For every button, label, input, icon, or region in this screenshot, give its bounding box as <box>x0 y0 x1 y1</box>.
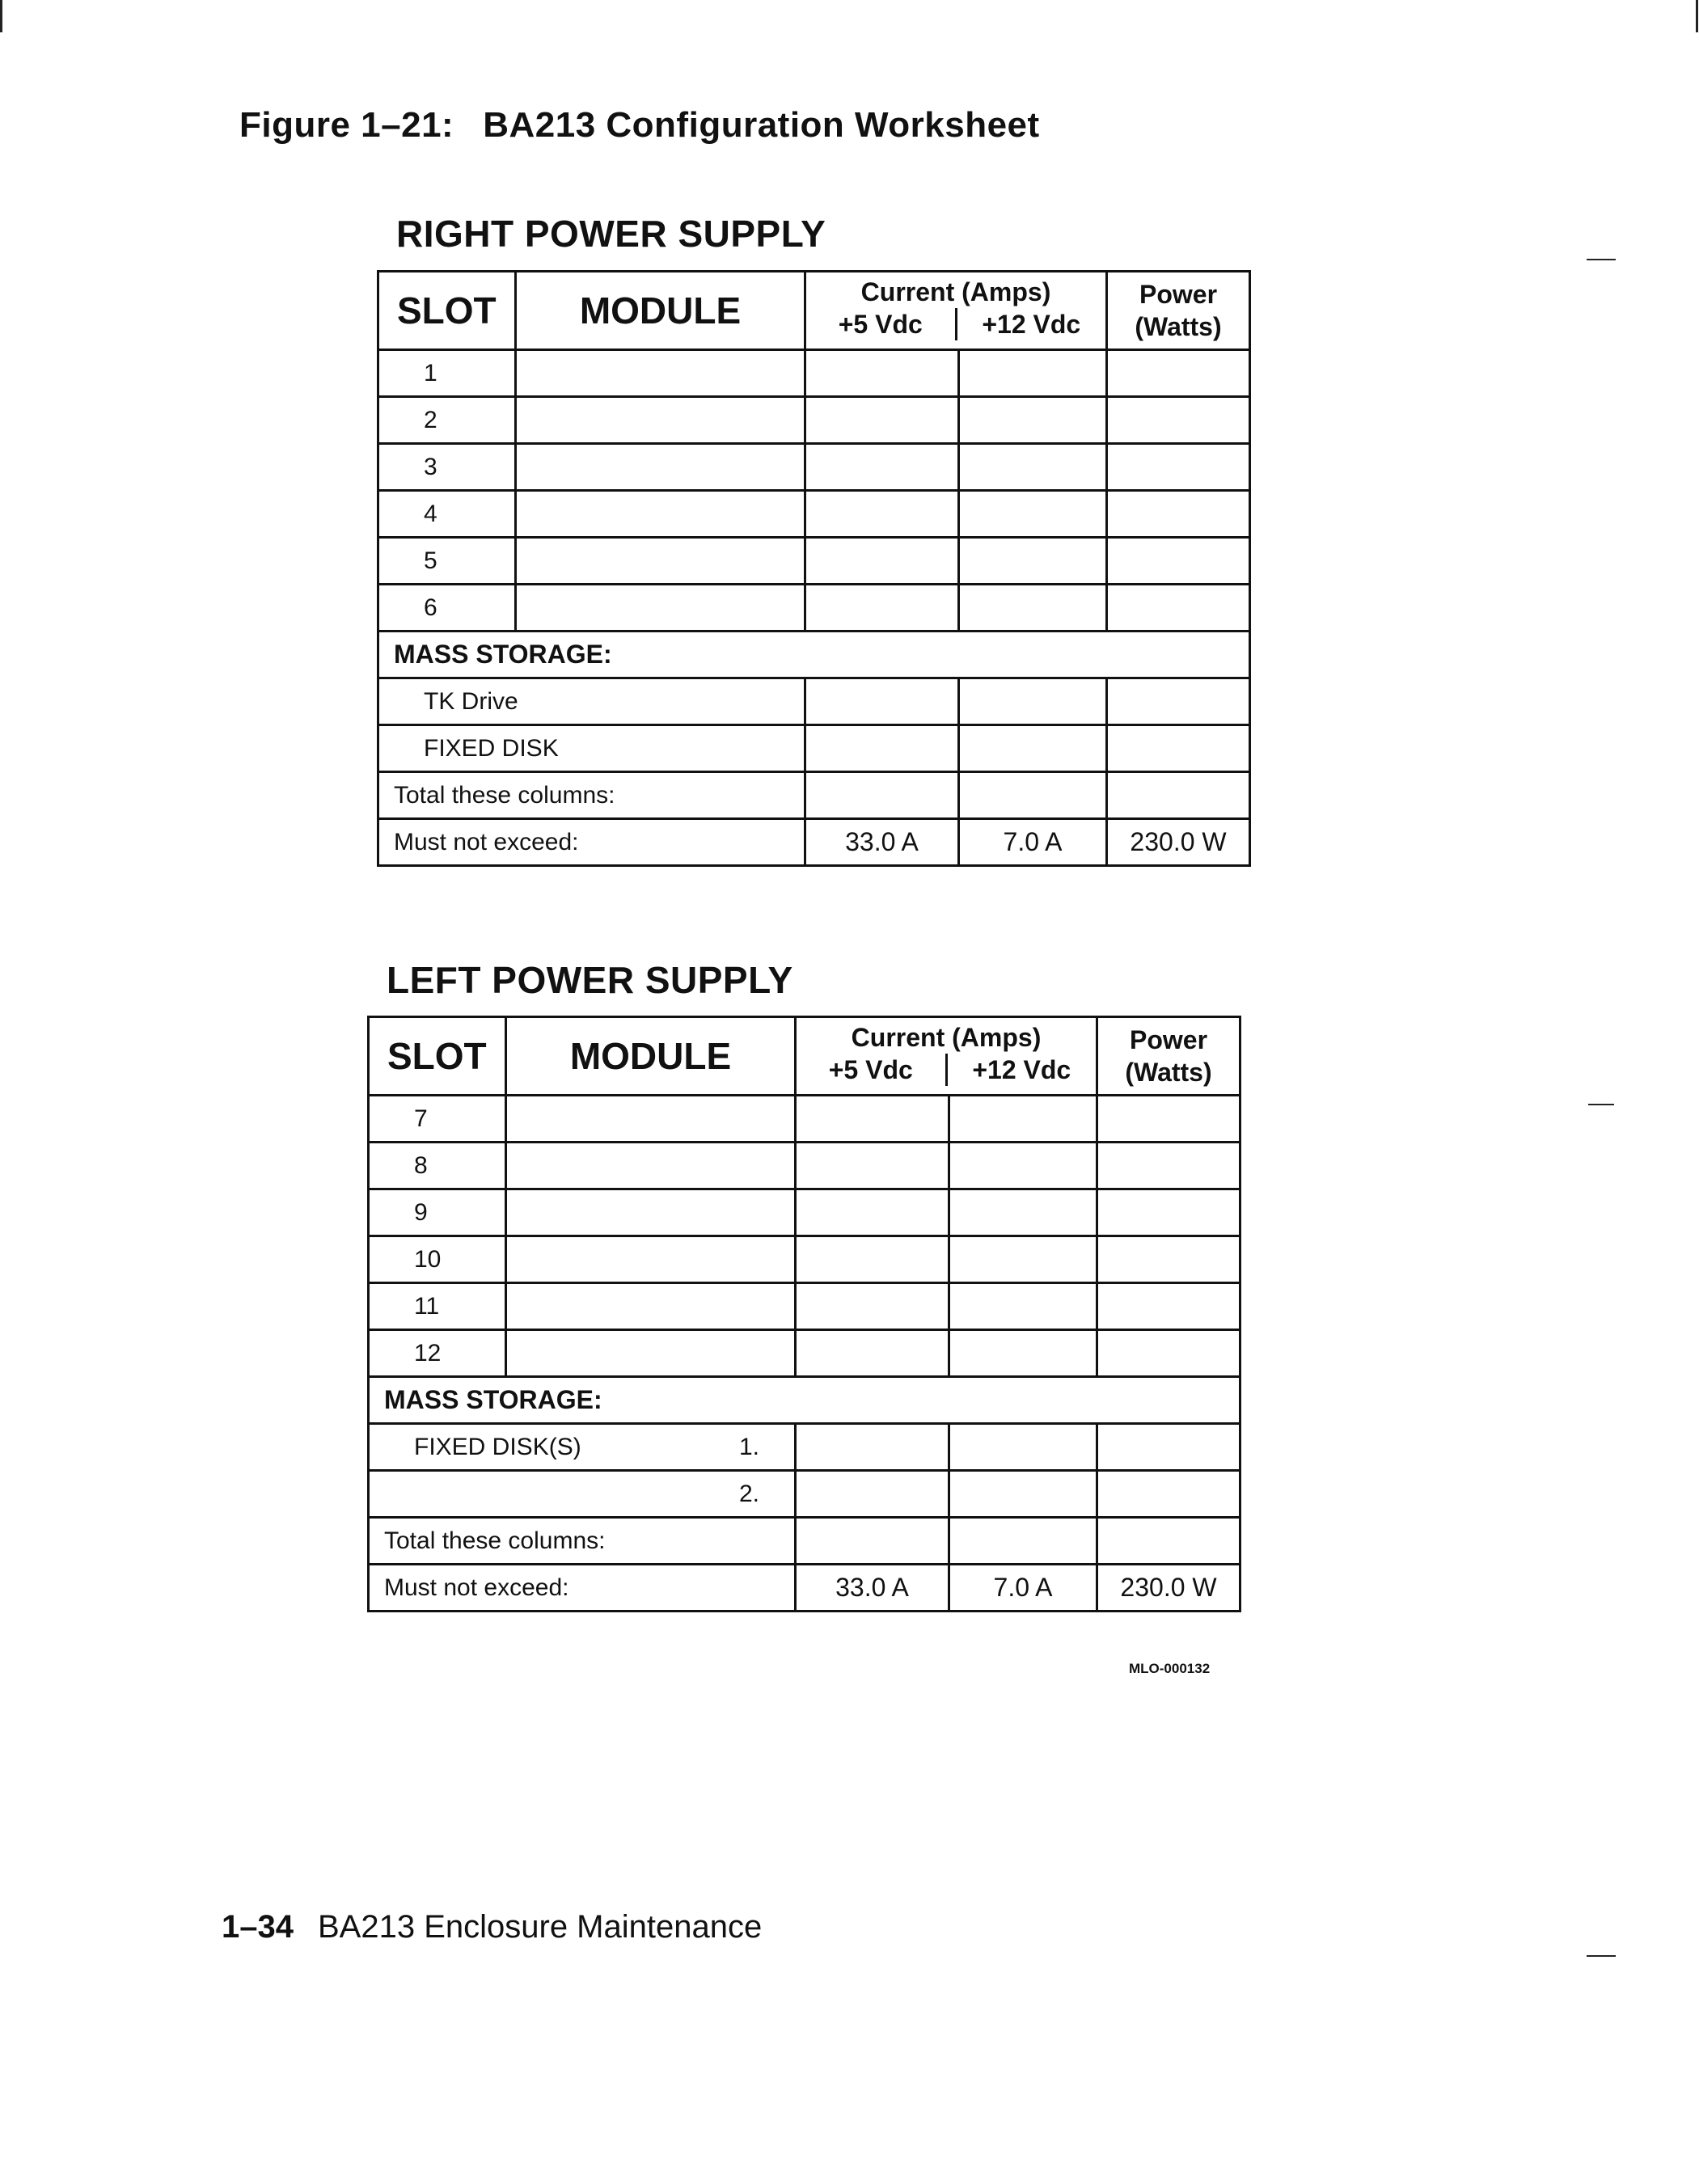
power-cell[interactable] <box>1107 678 1250 725</box>
v5-cell[interactable] <box>805 725 959 772</box>
module-cell[interactable] <box>506 1330 796 1377</box>
module-cell[interactable] <box>506 1143 796 1189</box>
v5-cell[interactable] <box>805 678 959 725</box>
disk-2-label: 2. <box>739 1480 760 1507</box>
fixed-disk-label: FIXED DISK <box>378 725 805 772</box>
module-cell[interactable] <box>506 1283 796 1330</box>
v5-label: +5 Vdc <box>828 1055 913 1084</box>
current-amps-label: Current (Amps) <box>860 277 1051 306</box>
page-number: 1–34 <box>222 1909 294 1945</box>
power-cell[interactable] <box>1097 1330 1240 1377</box>
page-footer <box>222 1909 762 1945</box>
slot-number: 3 <box>378 444 516 491</box>
module-cell[interactable] <box>506 1096 796 1143</box>
v5-cell[interactable] <box>796 1424 949 1471</box>
limit-power: 230.0 W <box>1097 1565 1240 1612</box>
current-amps-label: Current (Amps) <box>851 1023 1042 1052</box>
current-header <box>805 272 1107 350</box>
mass-storage-label: MASS STORAGE: <box>378 632 1250 678</box>
scan-edge-mark <box>1587 259 1616 260</box>
power-header <box>1107 272 1250 350</box>
power-cell[interactable] <box>1097 1096 1240 1143</box>
v5-cell[interactable] <box>805 350 959 397</box>
scan-edge-mark <box>1696 0 1698 32</box>
slot-number: 10 <box>369 1236 506 1283</box>
footer-text: BA213 Enclosure Maintenance <box>317 1909 763 1945</box>
v5-total-cell[interactable] <box>796 1518 949 1565</box>
total-label: Total these columns: <box>369 1518 796 1565</box>
fixed-disks-cell <box>369 1424 796 1471</box>
v12-cell[interactable] <box>949 1330 1097 1377</box>
slot-row <box>378 397 1250 444</box>
v5-cell[interactable] <box>796 1189 949 1236</box>
v12-cell[interactable] <box>959 725 1107 772</box>
v12-cell[interactable] <box>959 444 1107 491</box>
v12-cell[interactable] <box>959 538 1107 585</box>
module-cell[interactable] <box>506 1189 796 1236</box>
figure-title <box>239 105 1040 146</box>
v12-cell[interactable] <box>949 1471 1097 1518</box>
module-cell[interactable] <box>516 585 805 632</box>
v12-cell[interactable] <box>959 585 1107 632</box>
power-cell[interactable] <box>1107 491 1250 538</box>
power-cell[interactable] <box>1107 585 1250 632</box>
scan-edge-mark <box>1587 1955 1616 1957</box>
v5-cell[interactable] <box>796 1143 949 1189</box>
fixed-disk-row <box>369 1471 1240 1518</box>
v12-cell[interactable] <box>959 397 1107 444</box>
v5-cell[interactable] <box>805 397 959 444</box>
slot-number: 8 <box>369 1143 506 1189</box>
tk-drive-row <box>378 678 1250 725</box>
disk-1-label: 1. <box>739 1433 760 1460</box>
limit-power: 230.0 W <box>1107 819 1250 866</box>
slot-row <box>378 538 1250 585</box>
slot-row <box>378 585 1250 632</box>
left-worksheet-table <box>367 1016 1241 1612</box>
power-cell[interactable] <box>1107 444 1250 491</box>
watts-label: (Watts) <box>1135 312 1222 341</box>
v5-cell[interactable] <box>805 538 959 585</box>
v12-cell[interactable] <box>949 1143 1097 1189</box>
v12-cell[interactable] <box>959 678 1107 725</box>
module-header: MODULE <box>516 272 805 350</box>
power-cell[interactable] <box>1097 1424 1240 1471</box>
fixed-disks-label: FIXED DISK(S) <box>414 1433 581 1460</box>
v12-cell[interactable] <box>949 1236 1097 1283</box>
v5-cell[interactable] <box>796 1283 949 1330</box>
v12-cell[interactable] <box>949 1189 1097 1236</box>
must-not-exceed-label: Must not exceed: <box>378 819 805 866</box>
scan-edge-mark <box>0 0 2 32</box>
power-cell[interactable] <box>1097 1283 1240 1330</box>
v12-total-cell[interactable] <box>949 1518 1097 1565</box>
total-row <box>369 1518 1240 1565</box>
slot-number: 9 <box>369 1189 506 1236</box>
module-header: MODULE <box>506 1017 796 1096</box>
power-cell[interactable] <box>1107 397 1250 444</box>
module-cell[interactable] <box>516 397 805 444</box>
right-power-supply-title: RIGHT POWER SUPPLY <box>396 213 826 255</box>
total-row <box>378 772 1250 819</box>
power-label: Power <box>1139 280 1218 309</box>
right-worksheet-table <box>377 270 1251 867</box>
slot-number: 7 <box>369 1096 506 1143</box>
v5-cell[interactable] <box>805 444 959 491</box>
power-cell[interactable] <box>1097 1189 1240 1236</box>
slot-row <box>378 491 1250 538</box>
tk-drive-label: TK Drive <box>378 678 805 725</box>
power-cell[interactable] <box>1107 538 1250 585</box>
slot-row <box>369 1096 1240 1143</box>
left-power-supply-title: LEFT POWER SUPPLY <box>387 959 793 1001</box>
fixed-disk-row <box>378 725 1250 772</box>
power-label: Power <box>1130 1025 1208 1054</box>
v12-label: +12 Vdc <box>955 308 1106 340</box>
scan-edge-mark <box>1588 1104 1614 1105</box>
v12-label: +12 Vdc <box>945 1054 1097 1086</box>
current-header <box>796 1017 1097 1096</box>
v12-cell[interactable] <box>949 1283 1097 1330</box>
reference-code: MLO-000132 <box>1129 1661 1211 1676</box>
slot-header: SLOT <box>378 272 516 350</box>
limit-12v: 7.0 A <box>959 819 1107 866</box>
fixed-disk-2-cell <box>369 1471 796 1518</box>
slot-number: 6 <box>378 585 516 632</box>
power-cell[interactable] <box>1107 725 1250 772</box>
figure-number: Figure 1–21: <box>239 105 454 145</box>
slot-row <box>369 1330 1240 1377</box>
power-cell[interactable] <box>1097 1471 1240 1518</box>
v5-cell[interactable] <box>796 1236 949 1283</box>
module-cell[interactable] <box>506 1236 796 1283</box>
v5-cell[interactable] <box>805 491 959 538</box>
v12-total-cell[interactable] <box>959 772 1107 819</box>
power-cell[interactable] <box>1097 1236 1240 1283</box>
mass-storage-label: MASS STORAGE: <box>369 1377 1240 1424</box>
v5-total-cell[interactable] <box>805 772 959 819</box>
v12-cell[interactable] <box>959 491 1107 538</box>
v5-label: +5 Vdc <box>838 310 923 339</box>
limit-12v: 7.0 A <box>949 1565 1097 1612</box>
slot-header: SLOT <box>369 1017 506 1096</box>
slot-number: 4 <box>378 491 516 538</box>
power-total-cell[interactable] <box>1097 1518 1240 1565</box>
table-header-row <box>378 272 1250 350</box>
module-cell[interactable] <box>516 444 805 491</box>
slot-row <box>369 1189 1240 1236</box>
power-cell[interactable] <box>1107 350 1250 397</box>
v5-cell[interactable] <box>805 585 959 632</box>
mass-storage-row <box>378 632 1250 678</box>
slot-row <box>369 1143 1240 1189</box>
v5-cell[interactable] <box>796 1330 949 1377</box>
must-not-exceed-label: Must not exceed: <box>369 1565 796 1612</box>
v12-cell[interactable] <box>959 350 1107 397</box>
slot-number: 2 <box>378 397 516 444</box>
slot-row <box>378 444 1250 491</box>
slot-row <box>369 1236 1240 1283</box>
power-cell[interactable] <box>1097 1143 1240 1189</box>
limit-5v: 33.0 A <box>805 819 959 866</box>
module-cell[interactable] <box>516 538 805 585</box>
limit-5v: 33.0 A <box>796 1565 949 1612</box>
power-total-cell[interactable] <box>1107 772 1250 819</box>
limit-row <box>378 819 1250 866</box>
fixed-disk-row <box>369 1424 1240 1471</box>
figure-caption: BA213 Configuration Worksheet <box>483 105 1040 145</box>
v12-cell[interactable] <box>949 1424 1097 1471</box>
slot-number: 12 <box>369 1330 506 1377</box>
v12-cell[interactable] <box>949 1096 1097 1143</box>
power-header <box>1097 1017 1240 1096</box>
total-label: Total these columns: <box>378 772 805 819</box>
table-header-row <box>369 1017 1240 1096</box>
slot-row <box>369 1283 1240 1330</box>
limit-row <box>369 1565 1240 1612</box>
module-cell[interactable] <box>516 350 805 397</box>
module-cell[interactable] <box>516 491 805 538</box>
slot-number: 5 <box>378 538 516 585</box>
v5-cell[interactable] <box>796 1096 949 1143</box>
mass-storage-row <box>369 1377 1240 1424</box>
slot-row <box>378 350 1250 397</box>
slot-number: 11 <box>369 1283 506 1330</box>
slot-number: 1 <box>378 350 516 397</box>
watts-label: (Watts) <box>1125 1058 1212 1087</box>
v5-cell[interactable] <box>796 1471 949 1518</box>
